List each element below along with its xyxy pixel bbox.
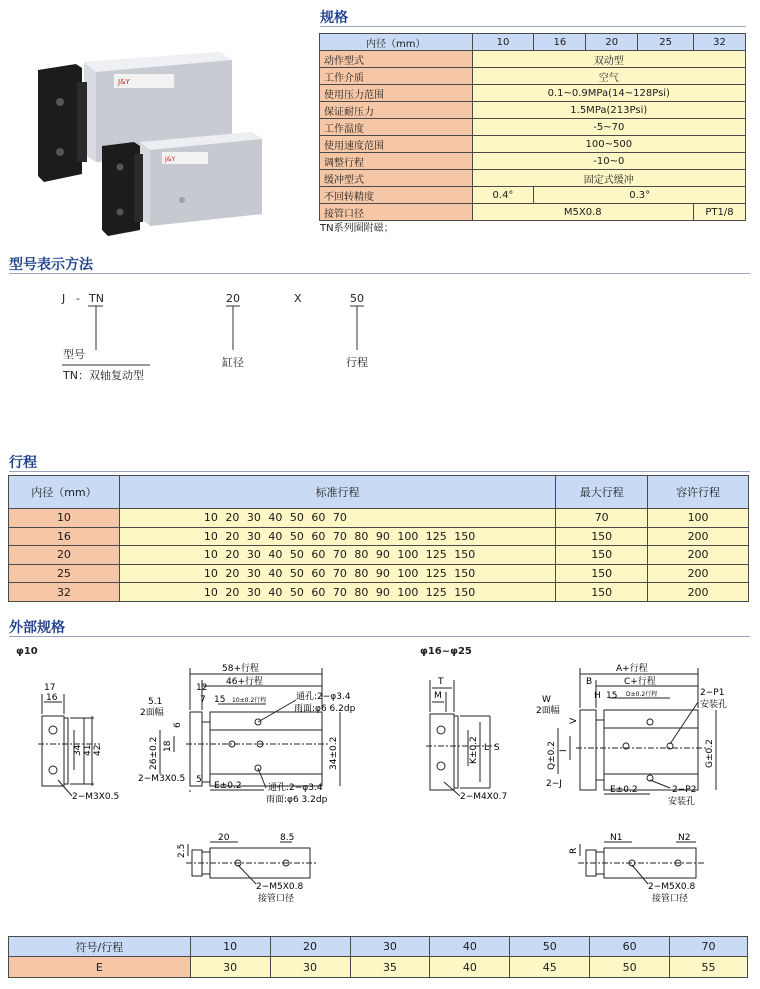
e-value-cell: 55 — [670, 957, 748, 978]
model-label-bore: 缸径 — [222, 356, 244, 369]
stroke-bore: 16 — [9, 527, 120, 546]
phi16-p2: 2−P2 — [672, 785, 697, 795]
spec-header-cell: 25 — [638, 34, 694, 51]
spec-row — [320, 136, 746, 153]
phi16-n2: N2 — [678, 833, 691, 843]
stroke-std: 10 20 30 40 50 60 70 — [119, 509, 555, 528]
model-label-tn: TN：双轴复动型 — [63, 369, 144, 382]
e-header-cell: 20 — [270, 937, 350, 957]
stroke-max: 70 — [556, 509, 648, 528]
phi16-a: A+行程 — [616, 664, 648, 674]
model-diagram — [0, 280, 420, 390]
spec-title-rule — [320, 26, 746, 27]
stroke-row — [9, 527, 749, 546]
stroke-max: 150 — [556, 546, 648, 565]
e-row-label: E — [9, 957, 191, 978]
spec-row-label: 不回转精度 — [320, 187, 473, 204]
phi16-m: M — [434, 691, 442, 701]
product-image — [32, 42, 262, 242]
phi16-s: S — [494, 743, 500, 753]
spec-table — [319, 33, 746, 221]
phi16-w: W — [542, 695, 551, 705]
spec-note: TN系列圈附磁； — [320, 223, 394, 234]
phi16-q: Q±0.2 — [547, 741, 557, 770]
spec-header-cell: 20 — [586, 34, 638, 51]
e-value-cell: 50 — [590, 957, 670, 978]
e-value-cell: 40 — [430, 957, 510, 978]
phi16-r: R — [569, 847, 579, 854]
stroke-std: 10 20 30 40 50 60 70 80 90 100 125 150 — [119, 527, 555, 546]
model-code-bore: 20 — [226, 292, 240, 305]
phi10-b85: 8.5 — [280, 833, 295, 843]
phi10-t15: 15 — [214, 695, 226, 705]
e-header-cell: 40 — [430, 937, 510, 957]
model-code-stroke: 50 — [350, 292, 364, 305]
product-label-front: J&Y — [165, 156, 176, 163]
phi10-t6: 6 — [173, 722, 183, 728]
stroke-std: 10 20 30 40 50 60 70 80 90 100 125 150 — [119, 546, 555, 565]
phi16-v: V — [569, 717, 579, 724]
stroke-header-cell: 最大行程 — [556, 476, 648, 509]
model-title: 型号表示方法 — [9, 257, 93, 273]
spec-row-value: M5X0.8 — [472, 204, 693, 221]
phi10-w16: 16 — [46, 693, 58, 703]
model-code-x: X — [294, 292, 302, 305]
spec-header-row — [320, 34, 746, 51]
spec-row-value: 100~500 — [472, 136, 745, 153]
stroke-row — [9, 509, 749, 528]
phi16-m4: 2−M4X0.7 — [460, 792, 508, 802]
spec-row-label: 工作温度 — [320, 119, 473, 136]
e-table — [8, 936, 748, 978]
e-header-cell: 30 — [350, 937, 430, 957]
stroke-header-cell: 标准行程 — [119, 476, 555, 509]
stroke-bore: 20 — [9, 546, 120, 565]
stroke-std: 10 20 30 40 50 60 70 80 90 100 125 150 — [119, 564, 555, 583]
phi10-hole1: 通孔:2−φ3.4 — [296, 692, 351, 702]
phi10-h34b: 34±0.2 — [329, 736, 339, 770]
stroke-allow: 200 — [648, 564, 749, 583]
phi10-h26: 26±0.2 — [149, 736, 159, 770]
dims-title-rule — [9, 636, 750, 637]
e-header-cell: 50 — [510, 937, 590, 957]
model-code-dash: - — [76, 292, 80, 305]
phi16-e: E±0.2 — [610, 785, 638, 795]
spec-header-cell: 10 — [472, 34, 534, 51]
spec-header-cell: 内径（mm） — [320, 34, 473, 51]
stroke-row — [9, 564, 749, 583]
spec-row — [320, 51, 746, 68]
e-value-row — [9, 957, 748, 978]
phi16-t15: 15 — [606, 691, 618, 701]
phi10-h42: 42 — [93, 744, 103, 756]
stroke-bore: 25 — [9, 564, 120, 583]
spec-row-value: -10~0 — [472, 153, 745, 170]
stroke-table — [8, 475, 749, 602]
e-value-cell: 30 — [190, 957, 270, 978]
spec-row — [320, 119, 746, 136]
stroke-header-row — [9, 476, 749, 509]
phi16-k: K±0.2 — [469, 736, 479, 764]
product-label-back: J&Y — [118, 78, 130, 86]
spec-row-value: PT1/8 — [694, 204, 746, 221]
stroke-allow: 200 — [648, 527, 749, 546]
phi16-t: T — [438, 677, 444, 687]
drawing-phi10 — [0, 640, 380, 930]
phi10-m3: 2−M3X0.5 — [72, 792, 120, 802]
spec-row — [320, 102, 746, 119]
phi10-h18: 18 — [163, 740, 173, 752]
stroke-header-cell: 容许行程 — [648, 476, 749, 509]
phi10-m5: 2−M5X0.8 — [256, 882, 304, 892]
phi16-i: I — [559, 749, 569, 752]
phi16-h: H — [594, 691, 601, 701]
spec-row — [320, 170, 746, 187]
phi10-two-flat: 2面幅 — [140, 708, 164, 718]
spec-row-label: 使用压力范围 — [320, 85, 473, 102]
spec-row — [320, 204, 746, 221]
phi10-b25: 2.5 — [177, 843, 187, 858]
model-title-rule — [9, 273, 750, 274]
stroke-max: 150 — [556, 564, 648, 583]
stroke-allow: 200 — [648, 546, 749, 565]
phi16-l: L — [484, 743, 490, 753]
phi16-two-flat: 2面幅 — [536, 706, 560, 716]
phi16-m5: 2−M5X0.8 — [648, 882, 696, 892]
phi16-p2b: 安装孔 — [668, 797, 696, 807]
spec-row-label: 保证耐压力 — [320, 102, 473, 119]
phi10-h41: 41 — [83, 744, 93, 756]
stroke-allow: 200 — [648, 583, 749, 602]
phi16-p1: 2−P1 — [700, 688, 725, 698]
spec-row-value: -5~70 — [472, 119, 745, 136]
spec-row-label: 缓冲型式 — [320, 170, 473, 187]
phi10-hole2b: 雨面:φ6 3.2dp — [266, 795, 328, 805]
spec-row-value: 固定式缓冲 — [472, 170, 745, 187]
e-value-cell: 35 — [350, 957, 430, 978]
spec-row — [320, 68, 746, 85]
spec-row-value: 0.4° — [472, 187, 534, 204]
phi10-e: E±0.2 — [214, 781, 242, 791]
stroke-max: 150 — [556, 583, 648, 602]
phi10-t51: 5.1 — [148, 697, 163, 707]
phi10-m3b: 2−M3X0.5 — [138, 774, 186, 784]
phi16-c: C+行程 — [624, 677, 656, 687]
spec-row-label: 动作型式 — [320, 51, 473, 68]
stroke-max: 150 — [556, 527, 648, 546]
spec-title: 规格 — [320, 10, 348, 26]
spec-row — [320, 153, 746, 170]
spec-row-value: 空气 — [472, 68, 745, 85]
stroke-std: 10 20 30 40 50 60 70 80 90 100 125 150 — [119, 583, 555, 602]
stroke-title: 行程 — [9, 455, 37, 471]
phi16-n1: N1 — [610, 833, 623, 843]
spec-row-value: 0.1~0.9MPa(14~128Psi) — [472, 85, 745, 102]
phi10-top46: 46+行程 — [226, 677, 263, 687]
spec-row-label: 调整行程 — [320, 153, 473, 170]
e-value-cell: 45 — [510, 957, 590, 978]
model-code-tn: TN — [89, 292, 104, 305]
spec-row-value: 1.5MPa(213Psi) — [472, 102, 745, 119]
e-value-cell: 30 — [270, 957, 350, 978]
phi10-t7: 7 — [200, 695, 206, 705]
drawing-phi16-25 — [380, 640, 760, 930]
phi16-port: 接管口径 — [652, 894, 689, 904]
stroke-row — [9, 583, 749, 602]
model-label-stroke: 行程 — [346, 356, 368, 369]
phi16-p1b: 安装孔 — [700, 700, 728, 710]
model-label-type: 型号 — [63, 348, 85, 361]
phi10-t10: 10±0.2行程 — [232, 697, 267, 704]
spec-row-label: 接管口径 — [320, 204, 473, 221]
spec-row-value: 0.3° — [534, 187, 746, 204]
spec-header-cell: 16 — [534, 34, 586, 51]
phi16-label: φ16~φ25 — [420, 646, 472, 657]
phi10-top58: 58+行程 — [222, 664, 259, 674]
e-header-cell: 60 — [590, 937, 670, 957]
phi10-t12: 12 — [196, 683, 208, 693]
phi10-label: φ10 — [16, 646, 38, 657]
model-code-j: J — [62, 292, 66, 305]
phi10-h34: 34 — [73, 744, 83, 756]
phi10-t5: 5 — [196, 775, 202, 785]
phi10-port: 接管口径 — [258, 894, 295, 904]
e-header-cell: 符号/行程 — [9, 937, 191, 957]
spec-row-label: 使用速度范围 — [320, 136, 473, 153]
e-header-cell: 70 — [670, 937, 748, 957]
stroke-bore: 32 — [9, 583, 120, 602]
e-header-cell: 10 — [190, 937, 270, 957]
phi16-g: G±0.2 — [705, 739, 715, 768]
phi16-b: B — [586, 677, 593, 687]
spec-header-cell: 32 — [694, 34, 746, 51]
stroke-allow: 100 — [648, 509, 749, 528]
dims-title: 外部规格 — [9, 620, 65, 636]
stroke-header-cell: 内径（mm） — [9, 476, 120, 509]
phi10-w17: 17 — [44, 683, 56, 693]
stroke-title-rule — [9, 471, 750, 472]
spec-row-value: 双动型 — [472, 51, 745, 68]
stroke-bore: 10 — [9, 509, 120, 528]
spec-row — [320, 85, 746, 102]
phi16-j: 2−J — [546, 779, 562, 789]
phi10-hole2: 通孔:2−φ3.4 — [268, 783, 323, 793]
e-header-row — [9, 937, 748, 957]
phi10-hole1b: 雨面:φ6 6.2dp — [294, 704, 356, 714]
phi16-d: D±0.2行程 — [626, 691, 658, 698]
spec-row-label: 工作介质 — [320, 68, 473, 85]
spec-row — [320, 187, 746, 204]
stroke-row — [9, 546, 749, 565]
phi10-b20: 20 — [218, 833, 230, 843]
